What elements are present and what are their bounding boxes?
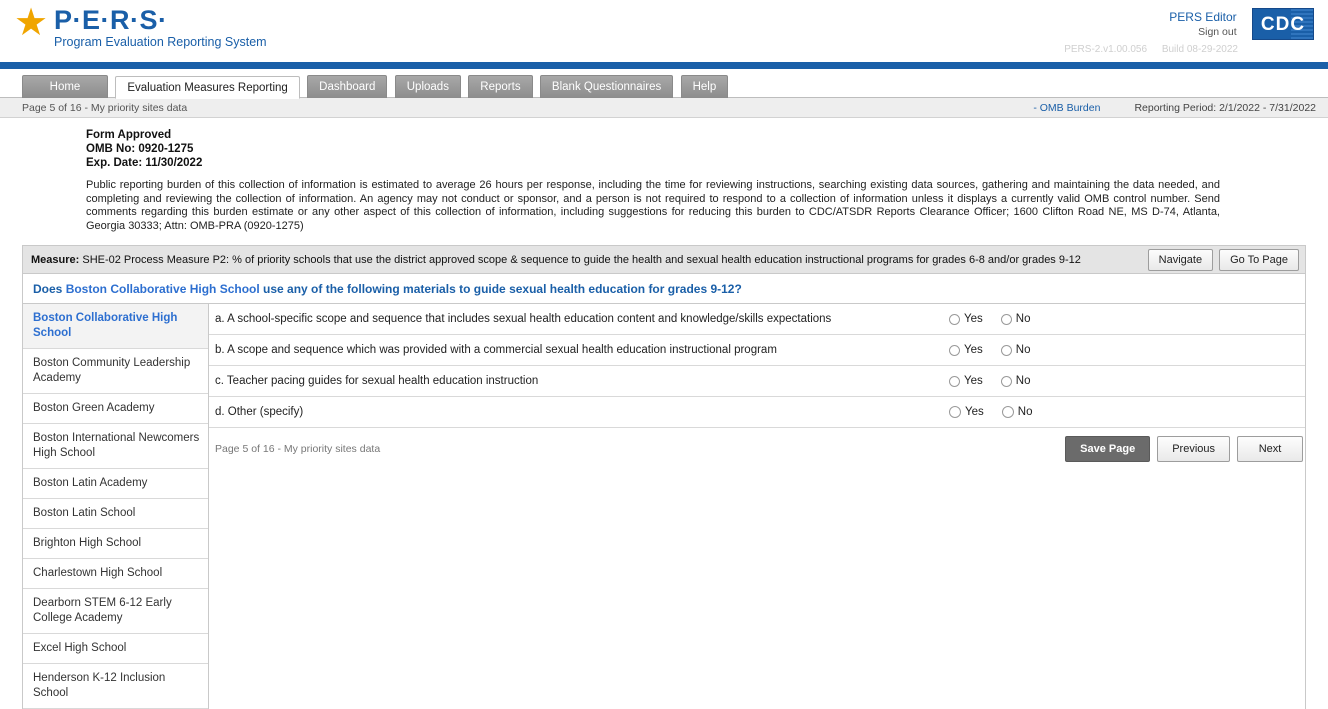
question-text: c. Teacher pacing guides for sexual health education instruction [215, 374, 539, 387]
build-number: Build 08-29-2022 [1161, 44, 1238, 55]
radio-no[interactable] [1001, 344, 1031, 356]
list-item[interactable]: Charlestown High School [23, 559, 208, 589]
radio-yes-dot[interactable] [949, 345, 960, 356]
question-answer-group [935, 406, 1305, 418]
radio-no-label: No [1015, 375, 1031, 387]
main-nav-tabs [0, 69, 1328, 98]
radio-yes[interactable] [949, 406, 984, 418]
radio-yes-label: Yes [965, 406, 984, 418]
radio-no[interactable] [1001, 375, 1031, 387]
list-item[interactable]: Boston Latin School [23, 499, 208, 529]
question-school-name: Boston Collaborative High School [65, 282, 260, 296]
page-footer [209, 428, 1305, 462]
radio-yes[interactable] [949, 375, 983, 387]
radio-yes[interactable] [949, 344, 983, 356]
tab-blank-questionnaires[interactable]: Blank Questionnaires [540, 75, 673, 98]
radio-no-dot[interactable] [1002, 406, 1014, 418]
page-indicator-bottom: Page 5 of 16 - My priority sites data [215, 443, 381, 455]
question-answer-group [935, 313, 1305, 325]
list-item[interactable]: Brighton High School [23, 529, 208, 559]
measure-text: SHE-02 Process Measure P2: % of priority schools that use the district approved scope & sequence to guide the health and sexual health education instructional programs for grades 6-8 and/or grades 9-12 [82, 253, 1081, 266]
list-item[interactable]: Boston International Newcomers High School [23, 424, 208, 469]
question-answer-group [935, 344, 1305, 356]
page-indicator-top: Page 5 of 16 - My priority sites data [22, 101, 188, 114]
omb-number-label: OMB No: 0920-1275 [86, 143, 194, 155]
question-row [209, 366, 1305, 397]
cdc-logo-text: CDC [1260, 14, 1306, 35]
version-info [1064, 44, 1238, 55]
question-row [209, 304, 1305, 335]
pers-logo [14, 2, 267, 49]
star-icon: ★ [14, 2, 49, 44]
save-page-button[interactable]: Save Page [1065, 436, 1150, 462]
list-item[interactable]: Boston Community Leadership Academy [23, 349, 208, 394]
version-number: PERS-2.v1.00.056 [1064, 44, 1148, 55]
question-options-panel [209, 304, 1305, 709]
radio-no-dot[interactable] [1001, 345, 1012, 356]
priority-sites-list [23, 304, 209, 709]
question-text: a. A school-specific scope and sequence that includes sexual health education content and knowledge/skills expectations [215, 312, 832, 325]
radio-yes[interactable] [949, 313, 983, 325]
sign-out-link[interactable]: Sign out [1198, 26, 1237, 38]
omb-block [0, 118, 1328, 239]
radio-yes-dot[interactable] [949, 406, 961, 418]
cdc-logo [1252, 8, 1314, 40]
tab-uploads[interactable]: Uploads [395, 75, 461, 98]
list-item[interactable]: Boston Collaborative High School [23, 304, 208, 349]
list-item[interactable]: Boston Green Academy [23, 394, 208, 424]
question-row [209, 335, 1305, 366]
goto-page-button[interactable]: Go To Page [1219, 249, 1299, 271]
tab-reports[interactable]: Reports [468, 75, 532, 98]
list-item[interactable]: Dearborn STEM 6-12 Early College Academy [23, 589, 208, 634]
header-right [1169, 8, 1314, 40]
user-block [1169, 8, 1236, 38]
question-answer-group [935, 375, 1305, 387]
reporting-period-label: Reporting Period: 2/1/2022 - 7/31/2022 [1134, 101, 1316, 114]
omb-expiration-label: Exp. Date: 11/30/2022 [86, 157, 203, 169]
radio-no[interactable] [1001, 313, 1031, 325]
app-header [0, 0, 1328, 62]
question-prefix: Does [33, 282, 66, 296]
question-prompt [22, 274, 1306, 303]
user-role-label: PERS Editor [1169, 10, 1237, 24]
list-item[interactable]: Excel High School [23, 634, 208, 664]
radio-yes-label: Yes [964, 375, 983, 387]
tab-home[interactable]: Home [22, 75, 108, 98]
measure-label: Measure: [31, 253, 80, 266]
radio-yes-dot[interactable] [949, 314, 960, 325]
main-content [22, 303, 1306, 709]
radio-yes-label: Yes [964, 344, 983, 356]
question-suffix: use any of the following materials to guide sexual health education for grades 9-12? [259, 282, 742, 296]
navigate-button[interactable]: Navigate [1148, 249, 1213, 271]
tab-help[interactable]: Help [681, 75, 729, 98]
omb-burden-statement: Public reporting burden of this collection of information is estimated to average 26 hours per response, including the time for reviewing instructions, searching existing data sources, gathering and maintaining the data needed, and completing and reviewing the collection of information. An agency may not conduct or sponsor, and a person is not required to respond to a collection of information unless it displays a currently valid OMB control number. Send comments regarding this burden estimate or any other aspect of this collection of information, including suggestions for reducing this burden to CDC/ATSDR Reports Clearance Officer; 1600 Clifton Road NE, MS D-74, Atlanta, Georgia 30333; Attn: OMB-PRA (0920-1275) [86, 179, 1220, 232]
page-status-bar [0, 98, 1328, 118]
radio-yes-dot[interactable] [949, 376, 960, 387]
previous-button[interactable]: Previous [1157, 436, 1230, 462]
list-item[interactable]: Boston Latin Academy [23, 469, 208, 499]
radio-no-label: No [1015, 313, 1031, 325]
next-button[interactable]: Next [1237, 436, 1303, 462]
list-item[interactable]: Henderson K-12 Inclusion School [23, 664, 208, 709]
radio-yes-label: Yes [964, 313, 983, 325]
measure-description [31, 254, 1081, 266]
radio-no-label: No [1015, 344, 1031, 356]
omb-burden-link[interactable]: - OMB Burden [1033, 101, 1101, 114]
question-text: b. A scope and sequence which was provided with a commercial sexual health education instructional program [215, 343, 777, 356]
radio-no-label: No [1017, 406, 1033, 418]
radio-no[interactable] [1002, 406, 1033, 418]
brand-divider [0, 62, 1328, 69]
measure-bar [22, 245, 1306, 274]
app-subtitle: Program Evaluation Reporting System [54, 35, 267, 49]
radio-no-dot[interactable] [1001, 314, 1012, 325]
tab-evaluation-measures-reporting[interactable]: Evaluation Measures Reporting [115, 76, 299, 99]
radio-no-dot[interactable] [1001, 376, 1012, 387]
omb-approved-label: Form Approved [86, 129, 172, 141]
tab-dashboard[interactable]: Dashboard [307, 75, 387, 98]
app-title: P·E·R·S· [54, 5, 168, 35]
question-text: d. Other (specify) [215, 405, 304, 418]
question-row [209, 397, 1305, 428]
